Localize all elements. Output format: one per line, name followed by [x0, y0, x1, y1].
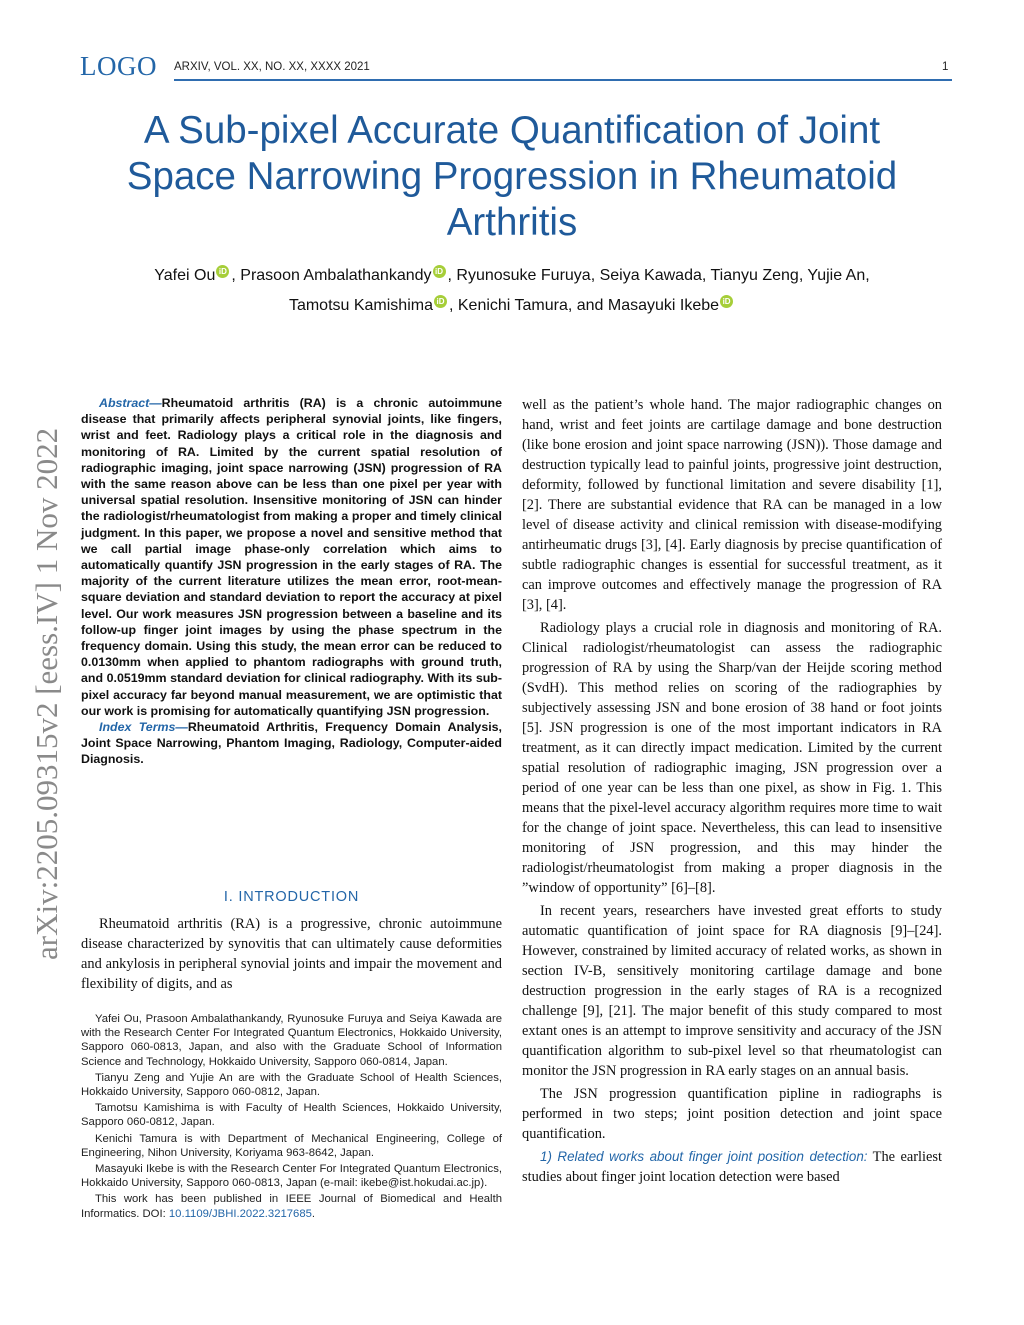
paragraph: The JSN progression quantification pipline in radiographs is performed in two steps; joint position detection and joint space quantification. [522, 1086, 942, 1142]
author-name: Yafei Ou [154, 267, 216, 284]
footnote-text: . [311, 1207, 316, 1220]
abstract-text: Rheumatoid arthritis (RA) is a chronic autoimmune disease that primarily affects peripheral synovial joints, like fingers, wrist and feet. Radiology plays a critical role in the diagnosis and monitoring of RA. Limited by the current spatial resolution of radiographic imaging, joint space narrowing (JSN) progression of RA with the same reason above can be less than one pixel per year with universal spatial resolution. Insensitive monitoring of JSN can hinder the radiologist/rheumatologist from making a proper and timely clinical judgment. In this paper, we propose a novel and sensitive method that we call partial image phase-only correlation which aims to automatically quantify JSN progression in the early stages of RA. The majority of the current literature utilizes the mean error, root-mean-square deviation and standard deviation to report the accuracy at pixel level. Our work measures JSN progression between a baseline and its follow-up finger joint images by using the phase spectrum in the frequency domain. Using this study, the mean error can be reduced to 0.0130mm when applied to phantom radiographs with ground truth, and 0.0519mm standard deviation for clinical radiography. With its sub-pixel accuracy far beyond manual measurement, we are optimistic that our work is promising for automatically quantifying JSN progression. [81, 396, 502, 718]
footnote: Masayuki Ikebe is with the Research Center For Integrated Quantum Electronics, Hokkaido University, Sapporo 060-0813, Japan (e-mail: ikebe@ist.hokudai.ac.jp). [81, 1163, 502, 1190]
section-heading: I. INTRODUCTION [223, 889, 360, 905]
paper-title: A Sub-pixel Accurate Quantification of Joint Space Narrowing Progression in Rheumatoid Arthritis [126, 109, 898, 244]
author-name: Tamotsu Kamishima [288, 297, 433, 314]
index-terms-text: Rheumatoid Arthritis, Frequency Domain Analysis, Joint Space Narrowing, Phantom Imaging, Radiology, Computer-aided Diagnosis. [81, 720, 502, 767]
paragraph: well as the patient’s whole hand. The major radiographic changes on hand, wrist and feet joints are cartilage damage and bone destruction (like bone erosion and joint space narrowing (JSN)). Those damage and destruction typically lead to painful joints, progressive joint destruction, deformity, followed by functional limitation and severe disability [1], [2]. There are substantial evidence that RA can be managed in a low level of disease activity and clinical remission with disease-modifying antirheumatic drugs [3], [4]. Early diagnosis by precise quantification of subtle radiographic changes is essential for successful treatment, as it can improve outcomes and effectively manage the progression of RA [3], [4]. [522, 397, 942, 613]
arxiv-side-stamp: arXiv:2205.09315v2 [eess.IV] 1 Nov 2022 [29, 427, 64, 960]
journal-logo: LOGO [80, 51, 157, 81]
footnote: Tamotsu Kamishima is with Faculty of Health Sciences, Hokkaido University, Sapporo 060-0812, Japan. [81, 1102, 502, 1129]
author-list [60, 261, 964, 321]
paragraph [522, 1147, 942, 1187]
paragraph: Radiology plays a crucial role in diagnosis and monitoring of RA. Clinical radiologist/rheumatologist can assess the radiographic progression of RA by using the Sharp/van der Heijde scoring method (SvdH). This method relies on scoring of the radiographies by subjectively assessing JSN and bone erosion of 38 hand or foot joints [5]. JSN progression is one of the most important indicators in RA treatment, as it can directly impact medication. Limited by the current spatial resolution of radiographic imaging, JSN progression over a period of one year can be less than one pixel, as show in Fig. 1. This means that the pixel-level accuracy algorithm requires more time to wait for the change of joint space. Nevertheless, this can lead to insensitive monitoring of JSN progression, and this may hinder the radiologist/rheumatologist from making a proper diagnosis in the ”window of opportunity” [6]–[8]. [522, 620, 942, 896]
abstract-label: Abstract— [99, 396, 162, 410]
footnote: Yafei Ou, Prasoon Ambalathankandy, Ryunosuke Furuya and Seiya Kawada are with the Research Center For Integrated Quantum Electronics, Hokkaido University, Sapporo 060-0813, Japan, and also with the Graduate School of Information Science and Technology, Hokkaido University, Sapporo 060-0814, Japan. [81, 1013, 502, 1068]
page-number: 1 [942, 61, 949, 73]
right-column [522, 395, 942, 1187]
orcid-icon[interactable]: iD [720, 295, 733, 308]
paragraph: Rheumatoid arthritis (RA) is a progressive, chronic autoimmune disease characterized by synovitis that can ultimately cause deformities and ankylosis in peripheral synovial joints and impair the movement and flexibility of digits, and as [81, 916, 502, 992]
paragraph-text: The earliest studies about finger joint location detection were based [522, 1149, 942, 1185]
orcid-icon[interactable]: iD [434, 295, 447, 308]
author-name: , Ryunosuke Furuya, Seiya Kawada, Tianyu Zeng, Yujie An, [447, 267, 870, 284]
header-rule [174, 79, 952, 81]
footnote-text: This work has been published in IEEE Journal of Biomedical and Health Informatics. DOI: [81, 1193, 502, 1220]
author-name: , Kenichi Tamura, and Masayuki Ikebe [448, 297, 720, 314]
footnote: Tianyu Zeng and Yujie An are with the Graduate School of Health Sciences, Hokkaido University, Sapporo 060-0812, Japan. [81, 1071, 502, 1099]
paragraph: In recent years, researchers have invested great efforts to study automatic quantification of joint space for RA diagnosis [9]–[24]. However, constrained by limited accuracy of related works, as shown in section IV-B, sensitively monitoring cartilage damage and bone destruction progression in the early stages of RA is a recognized challenge [9], [21]. The major benefit of this study compared to most extant ones is an attempt to improve sensitivity and accuracy of the JSN quantification algorithm to sub-pixel level so that rheumatologist can monitor the JSN progression in RA early stages on an annual basis. [522, 903, 942, 1079]
footnote: Kenichi Tamura is with Department of Mechanical Engineering, College of Engineering, Nihon University, Koriyama 963-8642, Japan. [81, 1132, 502, 1159]
subsection-heading: 1) Related works about finger joint position detection: [540, 1149, 868, 1164]
intro-left-column [81, 914, 502, 994]
orcid-icon[interactable]: iD [433, 265, 446, 278]
running-head: ARXIV, VOL. XX, NO. XX, XXXX 2021 [174, 61, 370, 73]
affiliation-footnotes [81, 1012, 502, 1223]
author-name: , Prasoon Ambalathankandy [231, 267, 432, 284]
index-terms-label: Index Terms— [99, 720, 188, 735]
doi-link[interactable]: 10.1109/JBHI.2022.3217685 [168, 1207, 312, 1220]
orcid-icon[interactable]: iD [216, 265, 229, 278]
abstract [81, 395, 502, 768]
footnote [81, 1192, 502, 1220]
